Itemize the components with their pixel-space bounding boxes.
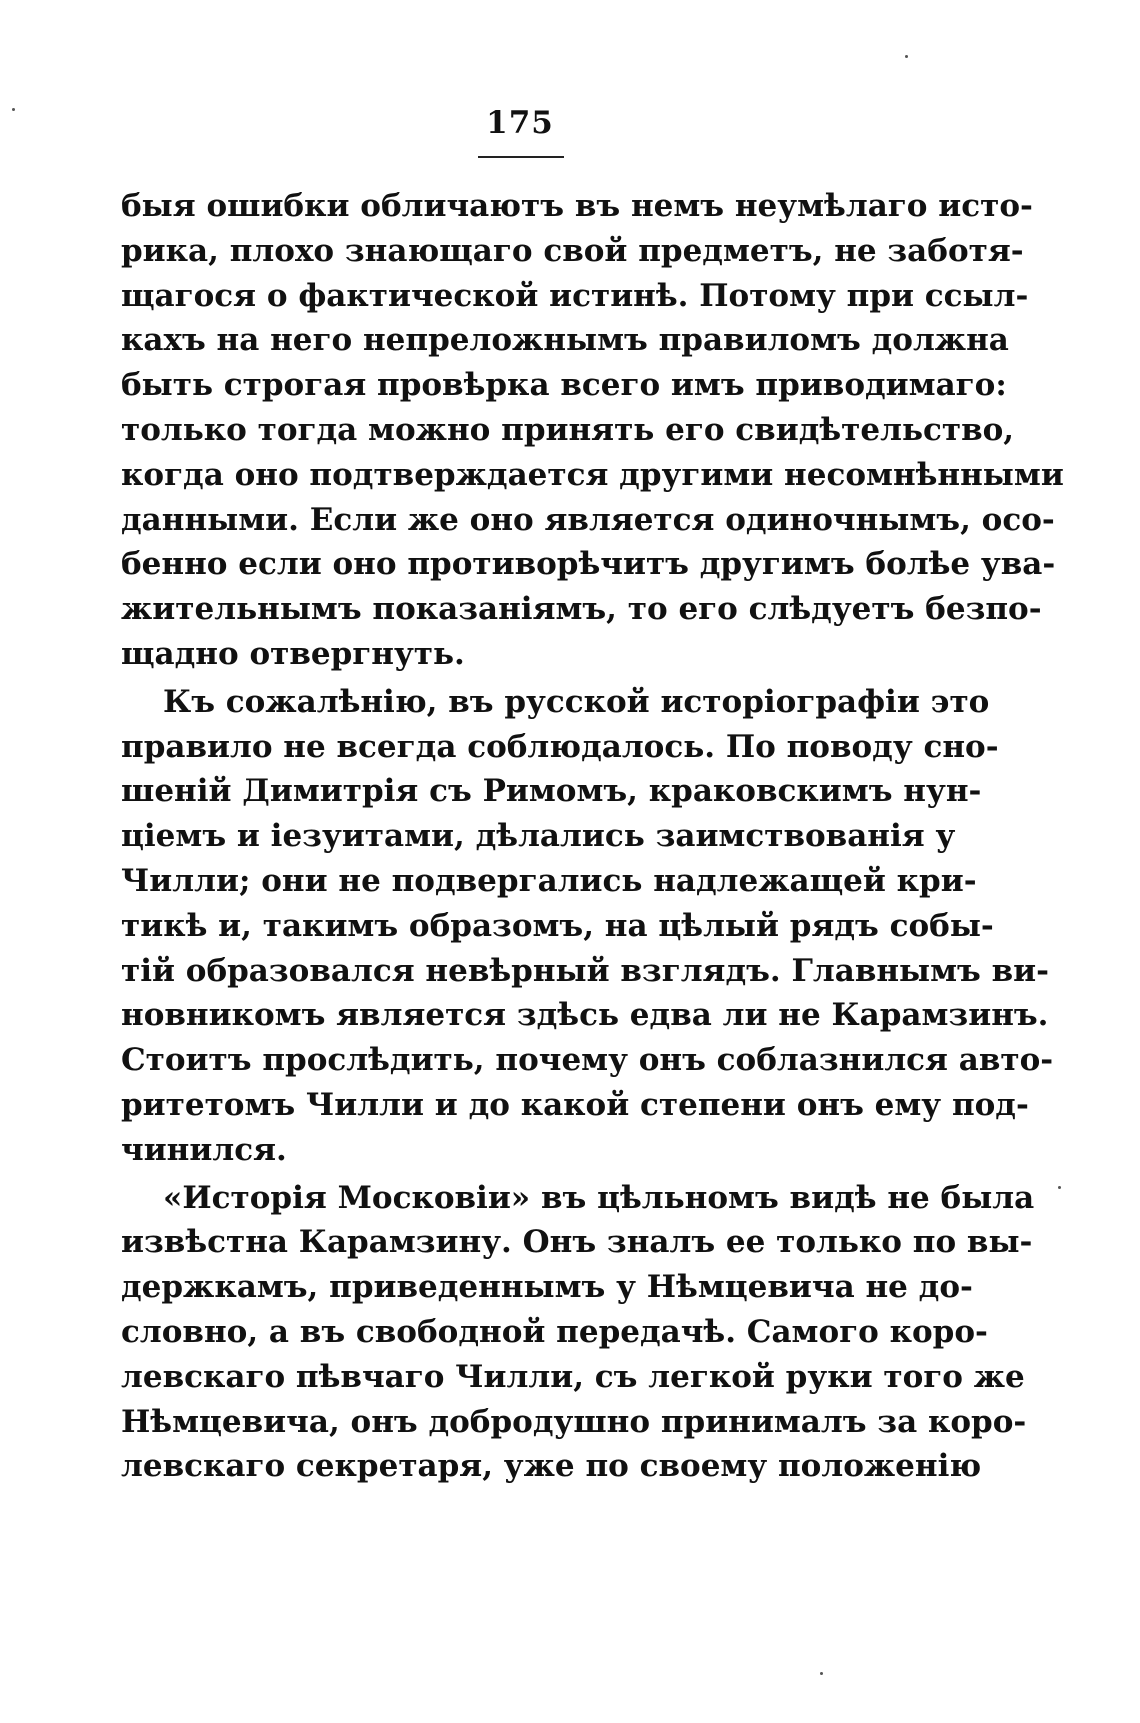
- text-line: щагося о фактической истинѣ. Потому при ссыл-: [121, 277, 1029, 314]
- text-line: жительнымъ показаніямъ, то его слѣдуетъ безпо-: [121, 591, 1042, 628]
- text-line: Стоитъ прослѣдить, почему онъ соблазнился авто-: [121, 1042, 1054, 1079]
- text-line: словно, а въ свободной передачѣ. Самого коро-: [121, 1313, 988, 1350]
- scan-speck: [12, 108, 15, 111]
- text-line: щадно отвергнуть.: [121, 635, 465, 672]
- text-line: быть строгая провѣрка всего имъ приводимаго:: [121, 367, 1007, 404]
- text-line: Нѣмцевича, онъ добродушно принималъ за коро-: [121, 1403, 1027, 1440]
- paragraph-3: [121, 1176, 1035, 1490]
- text-line: левскаго секретаря, уже по своему положенію: [121, 1448, 982, 1485]
- page-number: 175: [486, 105, 554, 141]
- page-number-rule: [478, 156, 564, 158]
- scan-speck: [820, 1672, 823, 1675]
- text-line: бенно если оно противорѣчитъ другимъ болѣе ува-: [121, 546, 1056, 583]
- text-line: «Исторія Московіи» въ цѣльномъ видѣ не была: [163, 1179, 1035, 1216]
- text-line: тій образовался невѣрный взглядъ. Главнымъ ви-: [121, 952, 1050, 989]
- text-line: левскаго пѣвчаго Чилли, съ легкой руки того же: [121, 1358, 1025, 1395]
- text-line: правило не всегда соблюдалось. По поводу сно-: [121, 728, 999, 765]
- text-line: новникомъ является здѣсь едва ли не Карамзинъ.: [121, 997, 1049, 1034]
- text-line: только тогда можно принять его свидѣтельство,: [121, 411, 1015, 448]
- text-line: Къ сожалѣнію, въ русской исторіографіи это: [163, 683, 990, 720]
- text-line: держкамъ, приведеннымъ у Нѣмцевича не до-: [121, 1269, 973, 1306]
- scan-speck: [1058, 1186, 1061, 1189]
- text-line: шеній Димитрія съ Римомъ, краковскимъ нун-: [121, 773, 982, 810]
- text-line: извѣстна Карамзину. Онъ зналъ ее только по вы-: [121, 1224, 1033, 1261]
- text-line: быя ошибки обличаютъ въ немъ неумѣлаго исто-: [121, 188, 1033, 224]
- text-line: тикѣ и, такимъ образомъ, на цѣлый рядъ собы-: [121, 907, 994, 944]
- text-line: ціемъ и іезуитами, дѣлались заимствованія у: [121, 818, 956, 855]
- text-line: рика, плохо знающаго свой предметъ, не заботя-: [121, 232, 1024, 269]
- text-line: Чилли; они не подвергались надлежащей кри-: [121, 862, 977, 899]
- text-line: чинился.: [121, 1131, 287, 1168]
- text-line: когда оно подтверждается другими несомнѣнными: [121, 456, 1064, 493]
- text-line: ритетомъ Чилли и до какой степени онъ ему под-: [121, 1086, 1029, 1123]
- paragraph-1: [121, 184, 1064, 677]
- text-line: данными. Если же оно является одиночнымъ, осо-: [121, 501, 1055, 538]
- paragraph-2: [121, 680, 1054, 1173]
- body-text: [121, 184, 1064, 1489]
- scan-speck: [905, 55, 908, 58]
- text-line: кахъ на него непреложнымъ правиломъ должна: [121, 322, 1009, 359]
